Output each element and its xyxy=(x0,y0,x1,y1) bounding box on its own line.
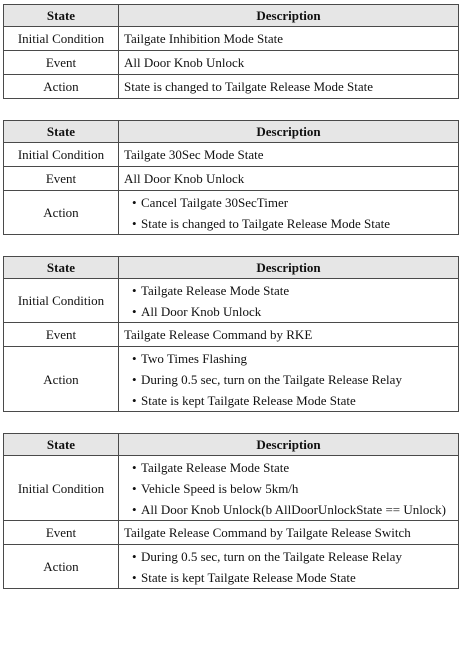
bullet-item xyxy=(132,481,453,496)
bullet-icon: • xyxy=(132,393,137,408)
description-cell: Tailgate Release Command by RKE xyxy=(119,323,459,347)
bullet-text: All Door Knob Unlock(b AllDoorUnlockState == Unlock) xyxy=(141,502,446,517)
state-table-4 xyxy=(3,433,459,589)
state-cell: Event xyxy=(4,323,119,347)
bullet-text: During 0.5 sec, turn on the Tailgate Release Relay xyxy=(141,372,402,387)
bullet-list xyxy=(124,459,453,517)
description-cell xyxy=(119,279,459,323)
bullet-list xyxy=(124,350,453,408)
state-cell: Event xyxy=(4,167,119,191)
table-row xyxy=(4,347,459,412)
state-cell: Action xyxy=(4,347,119,412)
bullet-text: Two Times Flashing xyxy=(141,351,248,366)
bullet-text: Tailgate Release Mode State xyxy=(141,460,290,475)
bullet-item xyxy=(132,393,453,408)
description-cell: Tailgate Inhibition Mode State xyxy=(119,27,459,51)
bullet-icon: • xyxy=(132,481,137,496)
description-header: Description xyxy=(119,5,459,27)
bullet-icon: • xyxy=(132,372,137,387)
state-cell: Initial Condition xyxy=(4,27,119,51)
state-header: State xyxy=(4,121,119,143)
description-cell: Tailgate Release Command by Tailgate Release Switch xyxy=(119,521,459,545)
description-cell xyxy=(119,347,459,412)
description-cell: State is changed to Tailgate Release Mode State xyxy=(119,75,459,99)
description-cell: All Door Knob Unlock xyxy=(119,51,459,75)
bullet-text: Tailgate Release Mode State xyxy=(141,283,290,298)
bullet-list xyxy=(124,194,453,231)
table-row xyxy=(4,521,459,545)
bullet-text: State is kept Tailgate Release Mode State xyxy=(141,393,356,408)
bullet-item xyxy=(132,549,453,564)
table-header-row xyxy=(4,434,459,456)
table-row xyxy=(4,456,459,521)
state-cell: Action xyxy=(4,191,119,235)
bullet-item xyxy=(132,283,453,298)
bullet-icon: • xyxy=(132,502,137,517)
bullet-text: State is kept Tailgate Release Mode State xyxy=(141,570,356,585)
state-header: State xyxy=(4,5,119,27)
state-cell: Initial Condition xyxy=(4,143,119,167)
state-table-1 xyxy=(3,4,459,99)
description-cell xyxy=(119,456,459,521)
description-cell: Tailgate 30Sec Mode State xyxy=(119,143,459,167)
bullet-icon: • xyxy=(132,351,137,366)
state-cell: Action xyxy=(4,545,119,589)
description-cell: All Door Knob Unlock xyxy=(119,167,459,191)
state-cell: Event xyxy=(4,51,119,75)
bullet-text: Cancel Tailgate 30SecTimer xyxy=(141,195,289,210)
state-header: State xyxy=(4,257,119,279)
state-header: State xyxy=(4,434,119,456)
bullet-list xyxy=(124,282,453,319)
bullet-icon: • xyxy=(132,570,137,585)
bullet-item xyxy=(132,460,453,475)
state-cell: Initial Condition xyxy=(4,279,119,323)
description-cell xyxy=(119,545,459,589)
description-header: Description xyxy=(119,121,459,143)
bullet-item xyxy=(132,195,453,210)
bullet-item xyxy=(132,304,453,319)
bullet-text: All Door Knob Unlock xyxy=(141,304,262,319)
bullet-text: State is changed to Tailgate Release Mode State xyxy=(141,216,391,231)
bullet-item xyxy=(132,216,453,231)
table-row xyxy=(4,191,459,235)
bullet-text: During 0.5 sec, turn on the Tailgate Release Relay xyxy=(141,549,402,564)
table-row xyxy=(4,51,459,75)
state-cell: Event xyxy=(4,521,119,545)
state-cell: Action xyxy=(4,75,119,99)
bullet-item xyxy=(132,502,453,517)
table-header-row xyxy=(4,121,459,143)
table-row xyxy=(4,167,459,191)
bullet-icon: • xyxy=(132,549,137,564)
description-cell xyxy=(119,191,459,235)
description-header: Description xyxy=(119,257,459,279)
table-row xyxy=(4,27,459,51)
bullet-item xyxy=(132,570,453,585)
table-row xyxy=(4,545,459,589)
bullet-icon: • xyxy=(132,283,137,298)
state-table-3 xyxy=(3,256,459,412)
state-cell: Initial Condition xyxy=(4,456,119,521)
bullet-list xyxy=(124,548,453,585)
bullet-icon: • xyxy=(132,195,137,210)
bullet-icon: • xyxy=(132,216,137,231)
table-row xyxy=(4,323,459,347)
document-page xyxy=(3,4,459,610)
table-row xyxy=(4,75,459,99)
description-header: Description xyxy=(119,434,459,456)
table-header-row xyxy=(4,257,459,279)
state-table-2 xyxy=(3,120,459,235)
bullet-icon: • xyxy=(132,460,137,475)
bullet-icon: • xyxy=(132,304,137,319)
table-row xyxy=(4,143,459,167)
bullet-item xyxy=(132,351,453,366)
bullet-text: Vehicle Speed is below 5km/h xyxy=(141,481,299,496)
table-row xyxy=(4,279,459,323)
table-header-row xyxy=(4,5,459,27)
bullet-item xyxy=(132,372,453,387)
